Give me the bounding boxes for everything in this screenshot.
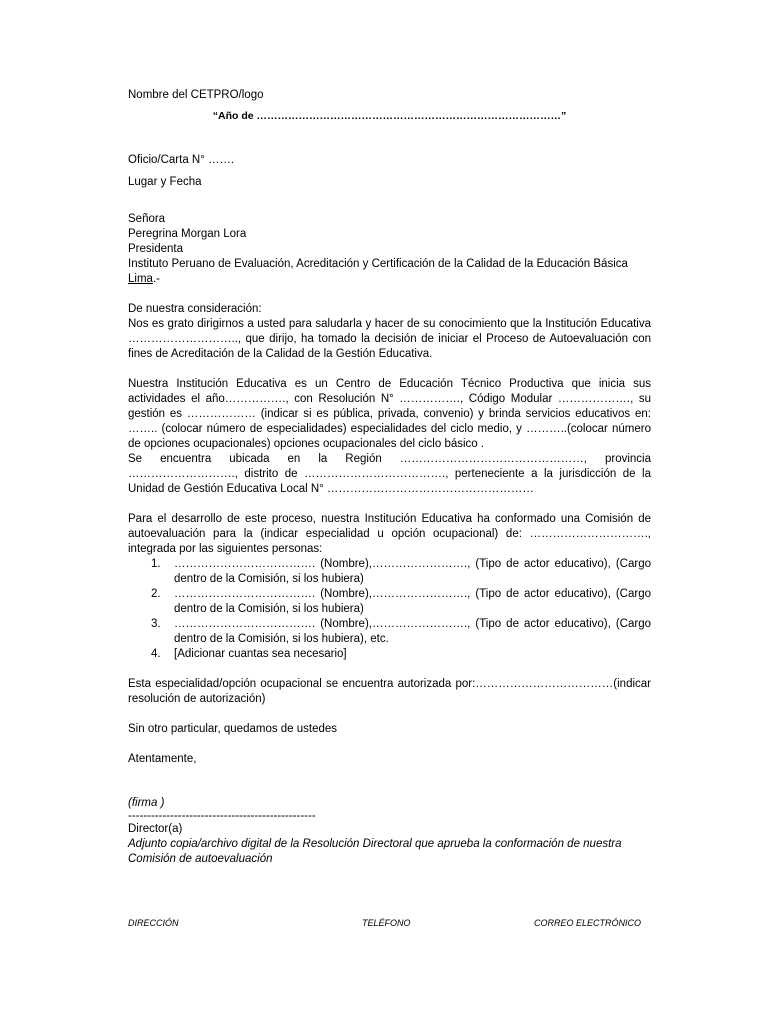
paragraph-farewell: Sin otro particular, quedamos de ustedes — [128, 723, 338, 735]
greeting: De nuestra consideración: — [128, 303, 262, 315]
letter-body — [128, 88, 651, 867]
list-item: 3. ………………………………. (Nombre),……………………., (Tipo de actor educativo), (Cargo dentro de la Comisión, si los hubiera), etc. — [151, 618, 651, 645]
list-item: 4. [Adicionar cuantas sea necesario] — [151, 648, 347, 660]
place-date: Lugar y Fecha — [128, 176, 202, 188]
commission-list — [128, 557, 651, 662]
list-item: 2. ………………………………. (Nombre),……………………., (Tipo de actor educativo), (Cargo dentro de la Comisión, si los hubiera) — [151, 588, 651, 615]
recipient-city-suffix: .- — [152, 273, 160, 285]
signature-placeholder: (firma ) — [128, 797, 165, 809]
paragraph-intro: Nos es grato dirigirnos a usted para saludarla y hacer de su conocimiento que la Institución Educativa ……………………….., que dirijo, ha tomado la decisión de iniciar el Proceso de Autoevaluación con fines de Acreditación de la Calidad de la Gestión Educativa. — [128, 318, 651, 360]
recipient-institute: Instituto Peruano de Evaluación, Acreditación y Certificación de la Calidad de la Educación Básica — [128, 258, 628, 270]
paragraph-institution: Nuestra Institución Educativa es un Centro de Educación Técnico Productiva que inicia sus actividades el año……………., con Resolución N° ……………., Código Modular ………………., su gestión es ……………… (indicar si es pública, privada, convenio) y brinda servicios educativos en: …….. (colocar número de especialidades) especialidades del ciclo medio, y ………..(colocar número de opciones ocupacionales) opciones ocupacionales del ciclo básico . — [128, 378, 651, 450]
institution-name: Nombre del CETPRO/logo — [128, 89, 264, 101]
footer-phone: TELÉFONO — [361, 918, 411, 928]
letter-footer — [128, 917, 651, 929]
paragraph-authorization: Esta especialidad/opción ocupacional se encuentra autorizada por:………………………………(indicar resolución de autorización) — [128, 678, 651, 705]
recipient-role: Presidenta — [128, 243, 183, 255]
oficio-number: Oficio/Carta N° ……. — [128, 154, 235, 166]
recipient-name: Peregrina Morgan Lora — [128, 228, 247, 240]
list-item: 1. ………………………………. (Nombre),……………………., (Tipo de actor educativo), (Cargo dentro de la Comisión, si los hubiera) — [151, 558, 651, 585]
signature-block — [128, 796, 651, 867]
signature-line: ------------------------------------------------- — [128, 810, 316, 822]
year-line: “Año de ……………………………………………………………………………” — [212, 110, 567, 122]
footer-address: DIRECCIÓN — [128, 918, 179, 928]
paragraph-commission: Para el desarrollo de este proceso, nuestra Institución Educativa ha conformado una Comisión de autoevaluación para la (indicar especialidad u opción ocupacional) de: …………………………., integrada por las siguientes personas: — [128, 513, 651, 555]
recipient-salutation: Señora — [128, 213, 166, 225]
signature-role: Director(a) — [128, 823, 183, 835]
paragraph-location: Se encuentra ubicada en la Región …………………………………………, provincia ………………………., distrito de ………………………………., perteneciente a la jurisdicción de la Unidad de Gestión Educativa Local N° ……………………………………………… — [128, 453, 651, 495]
attachment-note: Adjunto copia/archivo digital de la Resolución Directoral que aprueba la conformación de nuestra Comisión de autoevaluación — [128, 838, 622, 865]
recipient-city: Lima — [128, 273, 153, 285]
footer-email: CORREO ELECTRÓNICO — [533, 918, 641, 928]
closing: Atentamente, — [128, 753, 197, 765]
recipient-block — [128, 212, 651, 287]
recipient-city-line — [128, 272, 651, 287]
